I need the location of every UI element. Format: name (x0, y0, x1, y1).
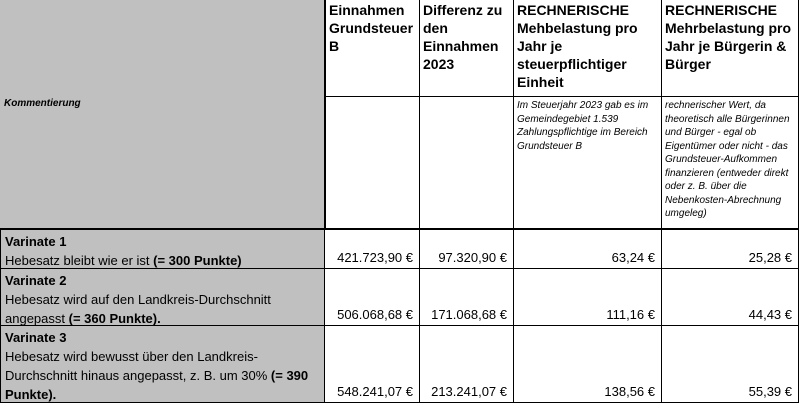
kommentierung-einnahmen-cell[interactable] (325, 97, 420, 229)
variante-3-label[interactable] (0, 326, 325, 403)
variante-3-differenz[interactable]: 213.241,07 € (420, 326, 514, 403)
variante-3-einnahmen[interactable]: 548.241,07 € (325, 326, 420, 403)
variante-3-text: Hebesatz wird bewusst über den Landkreis-Durchschnitt hinaus angepasst, z. B. um 30% (5, 349, 271, 383)
kommentierung-differenz-cell[interactable] (420, 97, 514, 229)
kommentierung-label[interactable]: Kommentierung (0, 97, 325, 229)
header-mehrbelastung-einheit[interactable]: RECHNERISCHE Mehbelastung pro Jahr je steuerpflichtiger Einheit (514, 0, 662, 97)
variante-2-einheit[interactable]: 111,16 € (514, 269, 662, 326)
header-corner-cell[interactable] (0, 0, 325, 97)
variante-2-buerger[interactable]: 44,43 € (662, 269, 799, 326)
variante-1-title: Varinate 1 (5, 234, 67, 249)
header-einnahmen[interactable]: Einnahmen Grundsteuer B (325, 0, 420, 97)
variante-3-buerger[interactable]: 55,39 € (662, 326, 799, 403)
variante-2-label[interactable] (0, 269, 325, 326)
variante-3-bold: (= 390 Punkte). (5, 368, 309, 402)
variante-2-title: Varinate 2 (5, 273, 67, 288)
variante-1-bold: (= 300 Punkte) (153, 253, 242, 268)
variante-2-einnahmen[interactable]: 506.068,68 € (325, 269, 420, 326)
variante-3-title: Varinate 3 (5, 330, 67, 345)
variante-1-label[interactable] (0, 229, 325, 269)
variante-1-einheit[interactable]: 63,24 € (514, 229, 662, 269)
variante-1-differenz[interactable]: 97.320,90 € (420, 229, 514, 269)
variante-1-buerger[interactable]: 25,28 € (662, 229, 799, 269)
variante-2-differenz[interactable]: 171.068,68 € (420, 269, 514, 326)
header-differenz[interactable]: Differenz zu den Einnahmen 2023 (420, 0, 514, 97)
header-mehrbelastung-buerger[interactable]: RECHNERISCHE Mehrbelastung pro Jahr je Bürgerin & Bürger (662, 0, 799, 97)
variante-2-bold: (= 360 Punkte). (68, 311, 161, 326)
variante-1-einnahmen[interactable]: 421.723,90 € (325, 229, 420, 269)
variante-1-text: Hebesatz bleibt wie er ist (5, 253, 154, 268)
kommentierung-note-buerger[interactable]: rechnerischer Wert, da theoretisch alle Bürgerinnen und Bürger - egal ob Eigentümer oder nicht - das Grundsteuer-Aufkommen finanzieren (entweder direkt oder z. B. über die Nebenkosten-Abrechnung umgeleg) (662, 97, 799, 229)
variante-2-text: Hebesatz wird auf den Landkreis-Durchschnitt angepasst (5, 292, 271, 326)
kommentierung-note-einheit[interactable]: Im Steuerjahr 2023 gab es im Gemeindegebiet 1.539 Zahlungspflichtige im Bereich Grundsteuer B (514, 97, 662, 229)
variante-3-einheit[interactable]: 138,56 € (514, 326, 662, 403)
